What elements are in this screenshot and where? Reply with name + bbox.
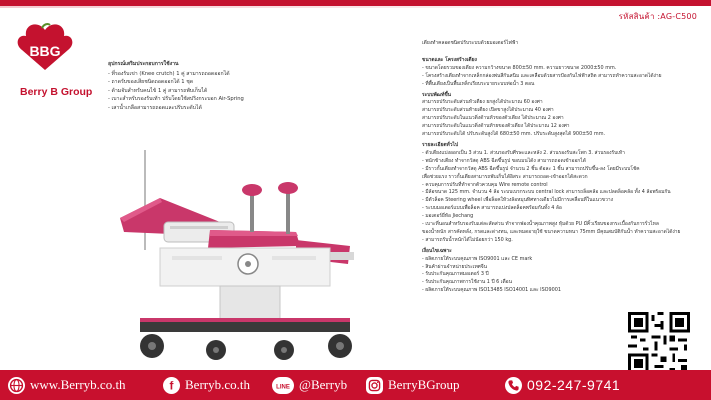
brand-logo[interactable] (12, 22, 93, 98)
spec-item: สามารถปรับระดับในแนวดิ่งด้านท้ายของตัวเตียง ได้ประมาณ 12 องศา (422, 123, 570, 130)
delivery-bed-image (100, 140, 390, 365)
berry-logo-graphic (12, 22, 78, 84)
spec-item: - ขนาดโดยรวมของเตียง ความกว้างขนาด 800±50 mm. ความยาวขนาด 2000±50 mm. (422, 64, 617, 71)
spec-item: - ผลิตภายใต้ระบบคุณภาพ ISO9001 และ CE mark (422, 255, 533, 262)
spec-heading-adjust: ระบบพัฒท์ขึ้น (422, 91, 452, 98)
footer-phone[interactable] (505, 370, 620, 400)
spec-title: เตียงทำคลอดชนิดปรับระบบด้วยมอเตอร์ไฟฟ้า (422, 40, 519, 46)
footer-facebook[interactable] (163, 370, 250, 400)
feature-item: - เบาะสำหรับรองรับเท้า ปรับโดยใช้สปริงกระบอก Air-Spring (108, 96, 244, 103)
feature-item: - เสาน้ำเกลือสามารถถอดและปรับระดับได้ (108, 104, 202, 111)
facebook-text: Berryb.co.th (185, 377, 250, 392)
instagram-text: BerryBGroup (388, 377, 460, 392)
contact-footer (0, 370, 711, 400)
spec-item: - ที่พื้นเตียงเป็นพื้นเหล็กเรียบระบายระบบท่อน้ำ 3 ตอน (422, 80, 535, 87)
spec-item: - ระบบมอเตอร์แบบเพื่อล็อค สามารถแบ่งปลดล็อคพร้อมกันทั้ง 4 ล้อ (422, 205, 562, 212)
spec-item: - มีราวกั้นเตียงทำจากวัสดุ ABS ฉีดขึ้นรูป จำนวน 2 ชิ้น ต้อละ 1 ชิ้น สามารถปรับขึ้น-ลง โดยมีระบบโช้ค (422, 165, 640, 172)
phone-icon (505, 377, 522, 394)
spec-item: - ตัวเตียงแบ่งออกเป็น 3 ส่วน 1. ส่วนรองรับศีรษะและหลัง 2. ส่วนรองรับสะโพก 3. ส่วนรองรับเท้า (422, 149, 625, 156)
globe-icon (8, 377, 25, 394)
top-accent-fade (0, 6, 711, 8)
spec-item: - ผลิตภายใต้ระบบคุณภาพ ISO13485 ISO14001 และ ISO9001 (422, 287, 561, 294)
spec-item: - สินค้าผ่านจำหน่ายประเทศจีน (422, 263, 487, 270)
spec-item: - มีตัวล็อค Steering wheel เพื่อล็อคให้วงล้อหมุนทิศทางเดียวไม่มีการเคลื่อนที่ในแนวขวาง (422, 197, 613, 204)
spec-item: เพื่อช่วยแรง ราวกั้นเตียงสามารถพับเก็บได้อิสระ สามารถถอด-เข้าออกได้สะดวก (422, 173, 588, 180)
spec-item: สามารถปรับระดับได้ ปรับระดับสูงได้ 680±50 mm. ปรับระดับสูงสุดได้ 900±50 mm. (422, 131, 606, 138)
spec-item: - เบาะที่นอนสำหรับรองรับแต่ละสัดส่วน ทำจากฟองน้ำคุณภาพสูง หุ้มด้วย PU มีคิ้วเรียบของกระเบื้องกันการรั่วไหล (422, 221, 659, 228)
line-icon (272, 377, 294, 394)
spec-heading-size: ขนาดและ โครงสร้างเตียง (422, 56, 477, 63)
website-text: www.Berryb.co.th (30, 377, 126, 392)
footer-website[interactable] (8, 370, 126, 400)
spec-sheet (422, 40, 692, 295)
spec-item: สามารถปรับระดับส่วนท้ายเตียง เปิดขาสูงได้ประมาณ 40 องศา (422, 107, 554, 114)
spec-item: - ควบคุมการปรับที่ทำจากตัวควบคุม Wire remote control (422, 181, 548, 188)
spec-item: - รับประกันคุณภาพการใช้งาน 1 ปี 6 เดือน (422, 279, 512, 286)
footer-instagram[interactable] (366, 370, 460, 400)
line-icon-label: LINE (276, 384, 290, 390)
spec-item: - พนักข้างเตียง ทำจากวัสดุ ABS ฉีดขึ้นรูป ขอบมนได้ง สามารถถอดเข้าออกได้ (422, 157, 586, 164)
features-title: อุปกรณ์เสริมประกอบการใช้งาน (108, 61, 179, 67)
spec-item: - มอเตอร์ยี่ห้อ Jiechang (422, 213, 474, 220)
feature-item: - ที่รองรับเข่า (Knee crutch) 1 คู่ สามารถถอดออกได้ (108, 70, 230, 77)
spec-heading-detail: รายละเอียดทั่วไป (422, 141, 459, 148)
spec-item: - มีล้อขนาด 125 mm. จำนวน 4 ล้อ ระบบเบรกระบบ central lock สามารถล็อคล้อ และปลดล็อคล้อ ทั้ง 4 ล้อพร้อมกัน (422, 189, 671, 196)
line-text: @Berryb (299, 377, 348, 392)
facebook-icon (163, 377, 180, 394)
spec-item: - สามารถรับน้ำหนักได้ไม่น้อยกว่า 150 kg. (422, 236, 513, 243)
feature-item: - ด้ามจับสำหรับคนไข้ 1 คู่ สามารถพับเก็บได้ (108, 87, 208, 94)
qr-code[interactable] (628, 312, 690, 374)
product-code: รหัสสินค้า :AG-C500 (618, 12, 697, 21)
svg-text:f: f (169, 378, 174, 393)
phone-text: 092-247-9741 (527, 377, 621, 393)
brand-name: Berry B Group (20, 86, 93, 98)
instagram-icon (366, 377, 383, 394)
spec-heading-warranty: เงื่อนไขเฉพาะ (422, 247, 452, 254)
logo-letters: BBG (29, 43, 61, 59)
features-list (108, 60, 298, 113)
spec-item: - รับประกันคุณภาพมอเตอร์ 3 ปี (422, 271, 489, 278)
spec-item: - โครงสร้างเตียงทำจากเหล็กกล่องพ่นสีกันสนิม และเคลือบด้วยสารป้องกันไฟฟ้าสถิต สามารถทำความสะอาดได้ง่าย (422, 72, 662, 79)
spec-item: สามารถปรับระดับในแนวดิ่งด้านหัวของตัวเตียง ได้ประมาณ 2 องศา (422, 115, 564, 122)
feature-item: - ถาดรับของเสียชนิดถอดออกได้ 1 ชุด (108, 79, 194, 86)
spec-item: สามารถปรับระดับส่วนหัวเตียง ยกสูงได้ประมาณ 60 องศา (422, 99, 543, 106)
spec-item: ของน้ำหนัก สารคัดหลั่ง, กรดและด่างทน, และหมดอายุใช้ ขนาดความหนา 75mm มีคุณสมบัติกันน้ำ ทำความสะอาดได้ง่าย (422, 228, 681, 235)
footer-line[interactable] (272, 370, 347, 400)
